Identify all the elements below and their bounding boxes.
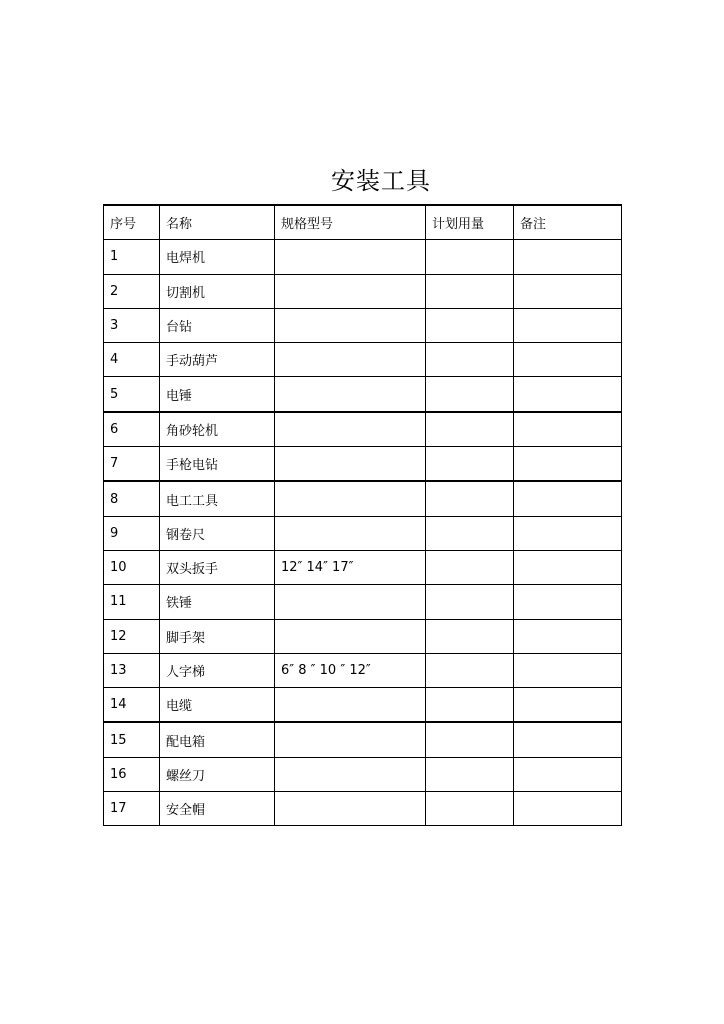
cell-spec: [275, 619, 426, 653]
cell-qty: [426, 343, 514, 377]
cell-name: 手枪电钻: [160, 447, 275, 482]
cell-note: [514, 481, 622, 516]
cell-note: [514, 722, 622, 757]
cell-no: 1: [104, 240, 160, 274]
cell-no: 11: [104, 585, 160, 619]
cell-no: 15: [104, 722, 160, 757]
cell-qty: [426, 447, 514, 482]
cell-note: [514, 550, 622, 584]
table-row: [104, 481, 622, 516]
cell-spec: [275, 516, 426, 550]
cell-spec: [275, 412, 426, 447]
cell-spec: [275, 792, 426, 826]
cell-note: [514, 274, 622, 308]
cell-qty: [426, 619, 514, 653]
cell-qty: [426, 516, 514, 550]
tools-table: [103, 204, 622, 826]
cell-spec: [275, 377, 426, 412]
cell-name: 螺丝刀: [160, 757, 275, 791]
cell-note: [514, 240, 622, 274]
cell-spec: [275, 481, 426, 516]
cell-no: 2: [104, 274, 160, 308]
cell-qty: [426, 377, 514, 412]
cell-spec: 6″ 8 ″ 10 ″ 12″: [275, 653, 426, 687]
cell-no: 3: [104, 308, 160, 342]
cell-no: 7: [104, 447, 160, 482]
cell-qty: [426, 412, 514, 447]
cell-note: [514, 377, 622, 412]
cell-spec: [275, 585, 426, 619]
cell-note: [514, 688, 622, 723]
cell-qty: [426, 308, 514, 342]
cell-no: 4: [104, 343, 160, 377]
cell-qty: [426, 550, 514, 584]
cell-spec: [275, 688, 426, 723]
cell-qty: [426, 585, 514, 619]
cell-name: 铁锤: [160, 585, 275, 619]
document-title: 安装工具: [331, 167, 431, 195]
cell-spec: [275, 274, 426, 308]
cell-note: [514, 447, 622, 482]
cell-name: 安全帽: [160, 792, 275, 826]
cell-spec: [275, 722, 426, 757]
table-row: [104, 688, 622, 723]
cell-spec: [275, 757, 426, 791]
table-row: [104, 308, 622, 342]
cell-name: 电焊机: [160, 240, 275, 274]
cell-qty: [426, 722, 514, 757]
cell-name: 钢卷尺: [160, 516, 275, 550]
table-row: [104, 585, 622, 619]
table-row: [104, 792, 622, 826]
cell-note: [514, 653, 622, 687]
cell-no: 10: [104, 550, 160, 584]
cell-qty: [426, 688, 514, 723]
cell-qty: [426, 757, 514, 791]
cell-name: 电锤: [160, 377, 275, 412]
cell-note: [514, 308, 622, 342]
header-qty: 计划用量: [426, 205, 514, 240]
cell-qty: [426, 481, 514, 516]
cell-name: 角砂轮机: [160, 412, 275, 447]
cell-name: 手动葫芦: [160, 343, 275, 377]
header-note: 备注: [514, 205, 622, 240]
cell-no: 8: [104, 481, 160, 516]
cell-note: [514, 412, 622, 447]
cell-note: [514, 585, 622, 619]
header-spec: 规格型号: [275, 205, 426, 240]
cell-no: 5: [104, 377, 160, 412]
table-row: [104, 619, 622, 653]
cell-no: 6: [104, 412, 160, 447]
table-row: [104, 550, 622, 584]
cell-note: [514, 516, 622, 550]
table-row: [104, 516, 622, 550]
table-header-row: [104, 205, 622, 240]
cell-name: 电缆: [160, 688, 275, 723]
header-name: 名称: [160, 205, 275, 240]
cell-spec: 12″ 14″ 17″: [275, 550, 426, 584]
table-row: [104, 722, 622, 757]
cell-name: 电工工具: [160, 481, 275, 516]
cell-note: [514, 619, 622, 653]
cell-no: 17: [104, 792, 160, 826]
cell-name: 人字梯: [160, 653, 275, 687]
cell-no: 14: [104, 688, 160, 723]
table-row: [104, 377, 622, 412]
cell-qty: [426, 792, 514, 826]
cell-note: [514, 792, 622, 826]
cell-name: 台钻: [160, 308, 275, 342]
cell-note: [514, 343, 622, 377]
table-row: [104, 343, 622, 377]
table-row: [104, 447, 622, 482]
cell-no: 13: [104, 653, 160, 687]
cell-note: [514, 757, 622, 791]
cell-qty: [426, 653, 514, 687]
table-row: [104, 757, 622, 791]
cell-spec: [275, 240, 426, 274]
cell-name: 脚手架: [160, 619, 275, 653]
cell-no: 9: [104, 516, 160, 550]
header-no: 序号: [104, 205, 160, 240]
cell-qty: [426, 240, 514, 274]
table-row: [104, 240, 622, 274]
cell-name: 配电箱: [160, 722, 275, 757]
cell-qty: [426, 274, 514, 308]
cell-spec: [275, 447, 426, 482]
cell-no: 12: [104, 619, 160, 653]
cell-spec: [275, 308, 426, 342]
table-row: [104, 274, 622, 308]
cell-name: 双头扳手: [160, 550, 275, 584]
table-row: [104, 653, 622, 687]
table-row: [104, 412, 622, 447]
cell-spec: [275, 343, 426, 377]
cell-name: 切割机: [160, 274, 275, 308]
cell-no: 16: [104, 757, 160, 791]
